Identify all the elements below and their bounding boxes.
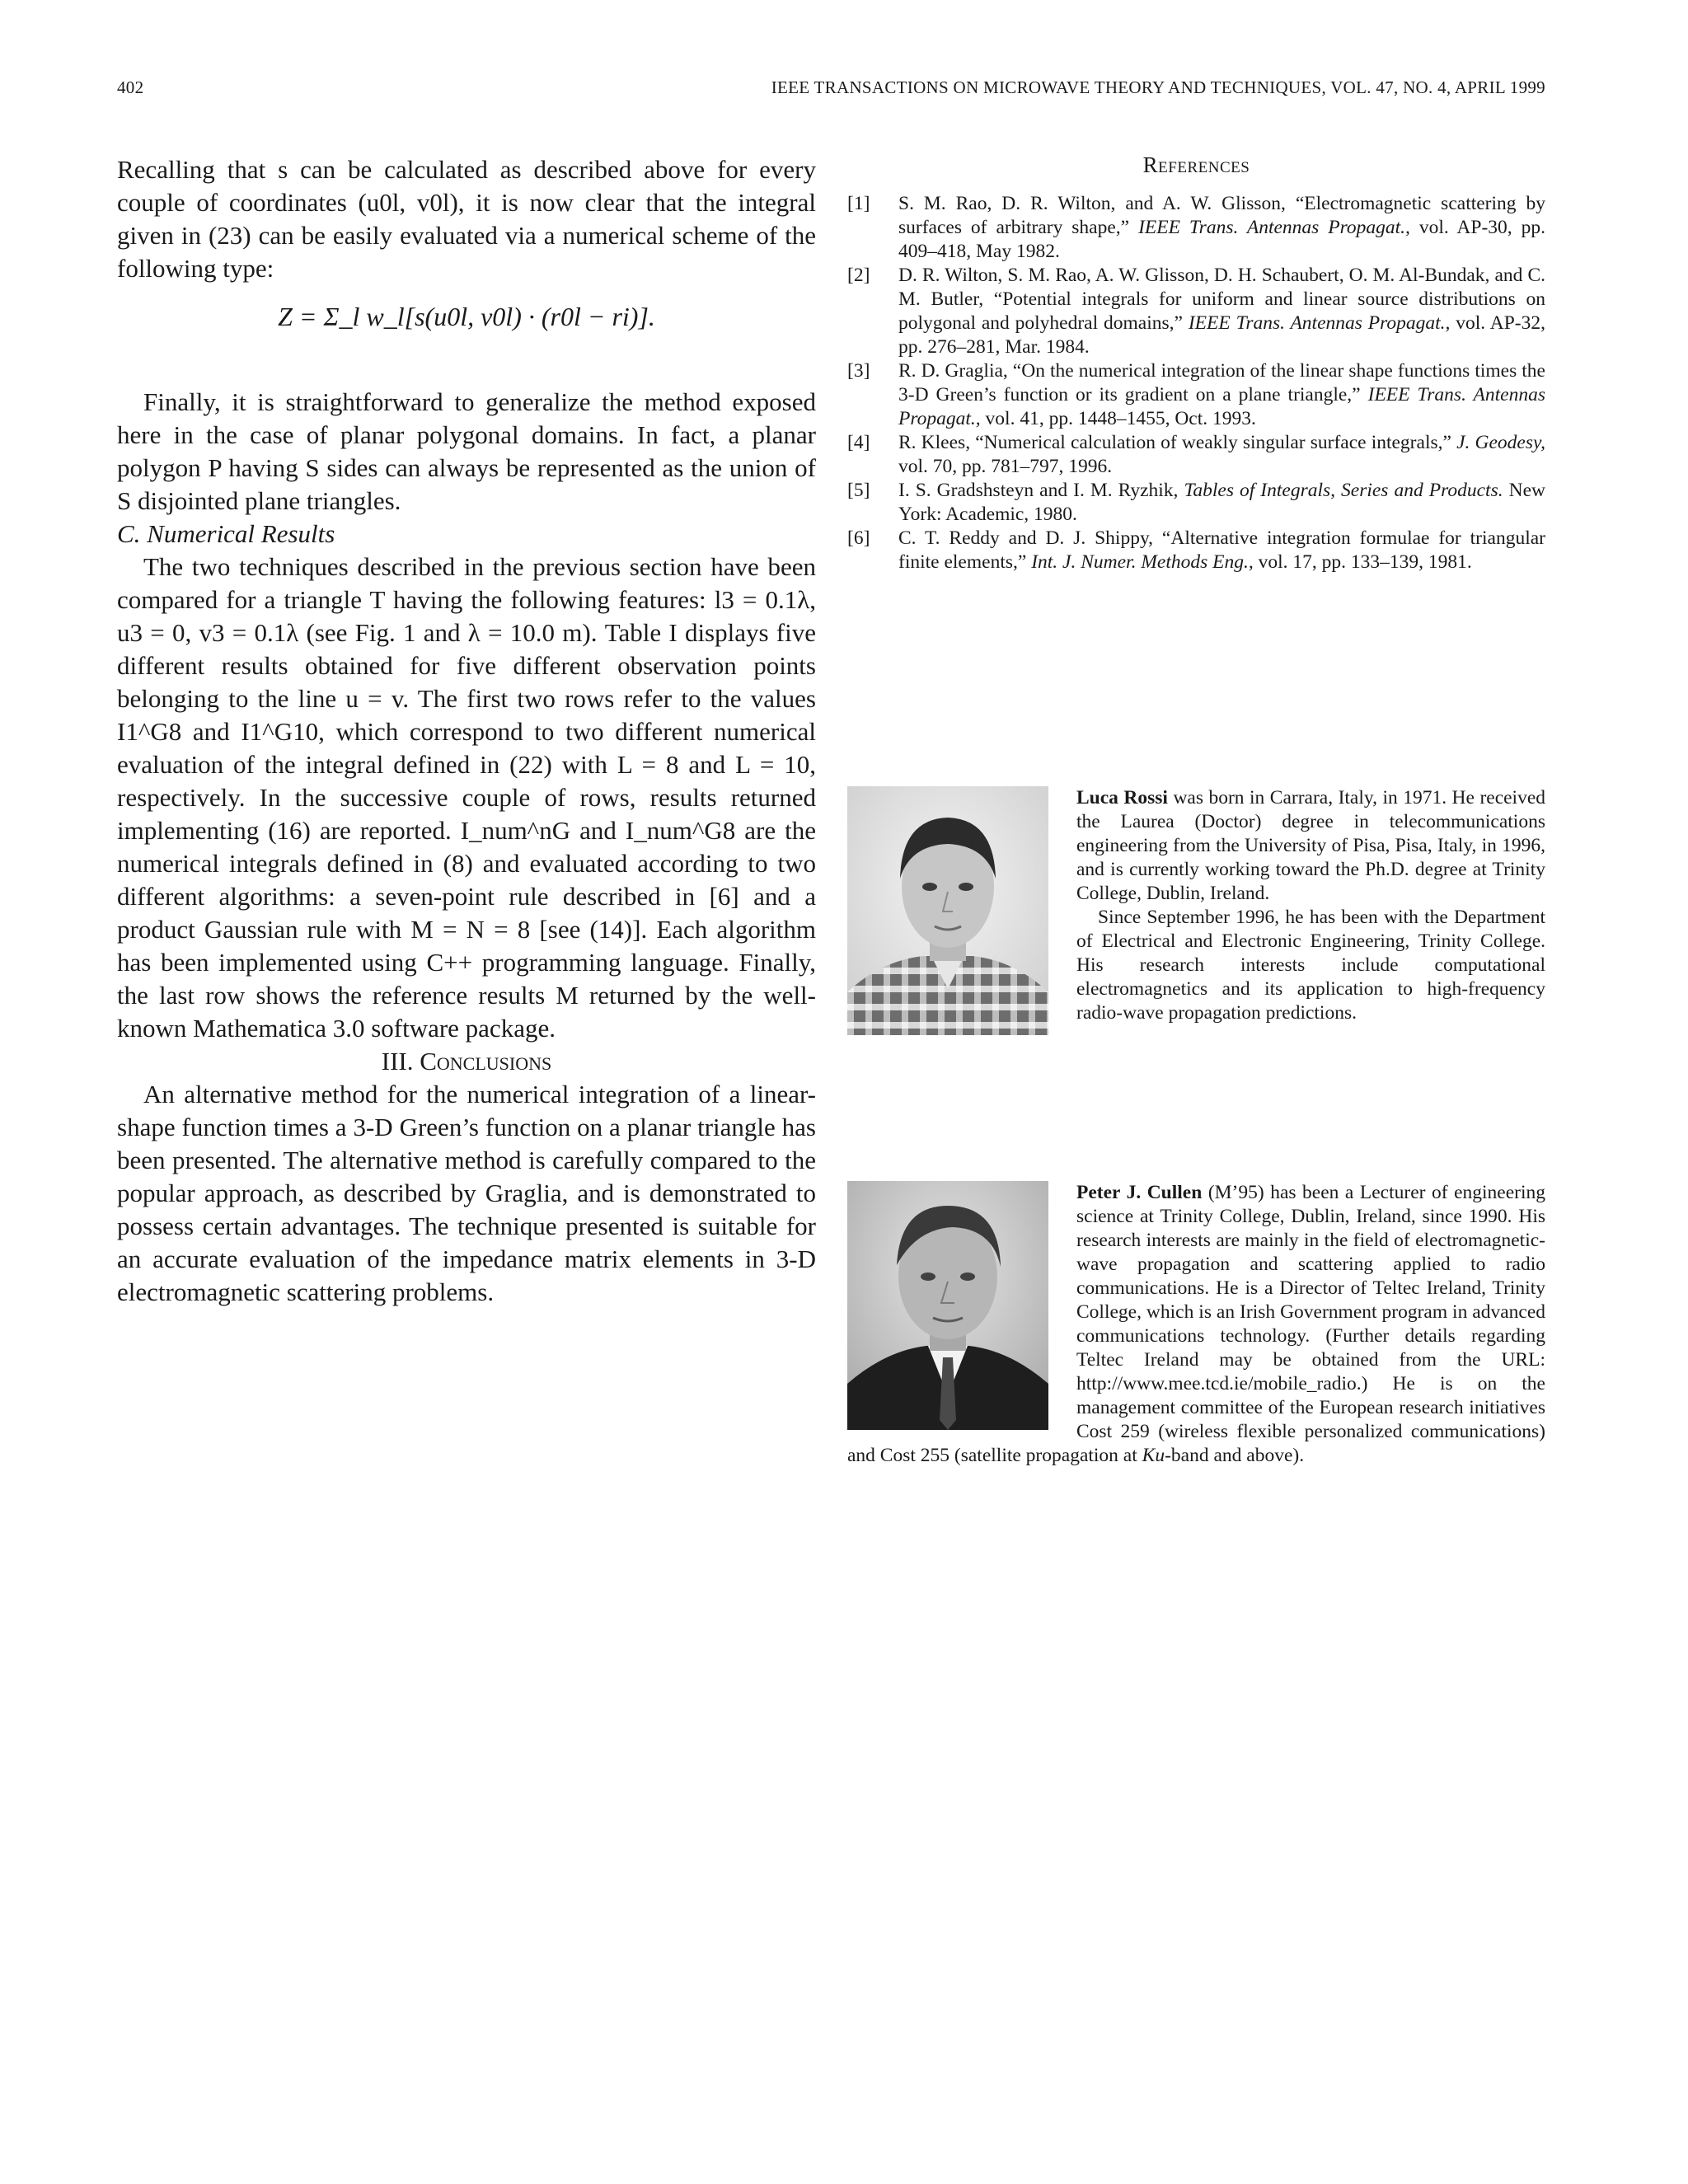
- reference-item: [847, 479, 1545, 527]
- section-heading-numerical-results: C. Numerical Results: [117, 519, 335, 548]
- section-heading-conclusions: III. Conclusions: [381, 1047, 552, 1076]
- portrait-photo-peter-cullen: [847, 1181, 1048, 1430]
- reference-text: D. R. Wilton, S. M. Rao, A. W. Glisson, D. H. Schaubert, O. M. Al-Bundak, and C. M. Butler, “Potential integrals for uniform and linear source distributions on polygonal and polyhedral domains,”: [898, 265, 1545, 334]
- reference-details: vol. AP-32, pp. 276–281, Mar. 1984.: [898, 312, 1545, 358]
- portrait-photo-luca-rossi: [847, 786, 1048, 1035]
- reference-item: [847, 264, 1545, 359]
- reference-item: [847, 359, 1545, 431]
- bio-rossi-text: was born in Carrara, Italy, in 1971. He received the Laurea (Doctor) degree in telecommunications engineering from the University of Pisa, Pisa, Italy, in 1996, and is currently working toward the Ph.D. degree at Trinity College, Dublin, Ireland.: [1076, 787, 1546, 904]
- reference-item: [847, 527, 1545, 574]
- bio-name-cullen: Peter J. Cullen: [1076, 1182, 1203, 1203]
- references-title: References: [1142, 152, 1250, 177]
- reference-venue: Tables of Integrals, Series and Products.: [1184, 480, 1503, 501]
- bio-rossi-text-2: Since September 1996, he has been with the Department of Electrical and Electronic Engineering, Trinity College. His research interests include computational electromagnetics and its application to high-frequency radio-wave propagation predictions.: [1076, 907, 1545, 1024]
- left-column: [117, 153, 816, 1309]
- page-number: 402: [117, 77, 144, 97]
- paragraph-polygon: Finally, it is straightforward to generalize the method exposed here in the case of planar polygonal domains. In fact, a planar polygon P having S sides can always be represented as the union of S disjointed plane triangles.: [117, 387, 816, 515]
- reference-text: I. S. Gradshsteyn and I. M. Ryzhik,: [898, 480, 1184, 501]
- bio-cullen-text: (M’95) has been a Lecturer of engineering science at Trinity College, Dublin, Ireland, since 1990. His research interests are mainly in the field of electromagnetic-wave propagation and scattering applied to radio communications. He is a Director of Teltec Ireland, Trinity College, which is an Irish Government program in advanced communications technology. (Further details regarding Teltec Ireland may be obtained from the URL: http://www.mee.tcd.ie/mobile_radio.) He is on the management committee of the European research initiatives Cost 259 (wireless flexible personalized communications) and Cost 255 (satellite propagation at: [847, 1182, 1545, 1466]
- reference-venue: IEEE Trans. Antennas Propagat.,: [898, 384, 1545, 429]
- reference-venue: IEEE Trans. Antennas Propagat.,: [1188, 312, 1451, 334]
- paragraph-numerical-results: The two techniques described in the previous section have been compared for a triangle T having the following features: l3 = 0.1λ, u3 = 0, v3 = 0.1λ (see Fig. 1 and λ = 10.0 m). Table I displays five different results obtained for five different observation points belonging to the line u = v. The first two rows refer to the values I1^G8 and I1^G10, which correspond to two different numerical evaluation of the integral defined in (22) with L = 8 and L = 10, respectively. In the successive couple of rows, results returned implementing (16) are reported. I_num^nG and I_num^G8 are the numerical integrals defined in (8) and evaluated according to two different algorithms: a seven-point rule described in [6] and a product Gaussian rule with M = N = 8 [see (14)]. Each algorithm has been implemented using C++ programming language. Finally, the last row shows the reference results M returned by the well-known Mathematica 3.0 software package.: [117, 552, 816, 1043]
- reference-number: [3]: [847, 360, 870, 382]
- reference-text: R. D. Graglia, “On the numerical integration of the linear shape functions times the 3-D Green’s function or its gradient on a plane triangle,”: [898, 360, 1545, 405]
- reference-venue: IEEE Trans. Antennas Propagat.,: [1138, 217, 1410, 238]
- reference-text: R. Klees, “Numerical calculation of weakly singular surface integrals,”: [898, 432, 1457, 453]
- reference-text: C. T. Reddy and D. J. Shippy, “Alternative integration formulae for triangular finite elements,”: [898, 527, 1545, 573]
- bio-name-rossi: Luca Rossi: [1076, 787, 1168, 808]
- reference-number: [5]: [847, 480, 870, 501]
- running-head: [117, 77, 1545, 98]
- reference-item: [847, 431, 1545, 479]
- reference-list: [847, 192, 1545, 574]
- reference-number: [2]: [847, 265, 870, 286]
- reference-text: S. M. Rao, D. R. Wilton, and A. W. Glisson, “Electromagnetic scattering by surfaces of arbitrary shape,”: [898, 193, 1545, 238]
- reference-details: New York: Academic, 1980.: [898, 480, 1545, 525]
- reference-number: [6]: [847, 527, 870, 549]
- reference-venue: J. Geodesy,: [1456, 432, 1545, 453]
- reference-details: vol. 41, pp. 1448–1455, Oct. 1993.: [980, 408, 1256, 429]
- bio-cullen-text-end: -band and above).: [1165, 1445, 1305, 1466]
- bio-cullen-band: Ku: [1142, 1445, 1165, 1466]
- reference-details: vol. AP-30, pp. 409–418, May 1982.: [898, 217, 1545, 262]
- references-section: [847, 153, 1545, 574]
- reference-number: [4]: [847, 432, 870, 453]
- bio-luca-rossi: [847, 786, 1545, 1038]
- equation-z: Z = Σ_l w_l[s(u0l, v0l) · (r0l − ri)].: [278, 302, 655, 331]
- reference-item: [847, 192, 1545, 264]
- reference-venue: Int. J. Numer. Methods Eng.,: [1031, 551, 1254, 573]
- bio-peter-cullen: [847, 1181, 1545, 1468]
- reference-details: vol. 70, pp. 781–797, 1996.: [898, 456, 1113, 477]
- paragraph-recall: Recalling that s can be calculated as described above for every couple of coordinates (u0l, v0l), it is now clear that the integral given in (23) can be easily evaluated via a numerical scheme of the following type:: [117, 155, 816, 283]
- reference-details: vol. 17, pp. 133–139, 1981.: [1253, 551, 1472, 573]
- reference-number: [1]: [847, 193, 870, 214]
- journal-header: IEEE TRANSACTIONS ON MICROWAVE THEORY AND TECHNIQUES, VOL. 47, NO. 4, APRIL 1999: [771, 77, 1545, 97]
- paragraph-conclusions: An alternative method for the numerical integration of a linear-shape function times a 3-D Green’s function on a planar triangle has been presented. The alternative method is carefully compared to the popular approach, as described by Graglia, and is demonstrated to possess certain advantages. The technique presented is suitable for an accurate evaluation of the impedance matrix elements in 3-D electromagnetic scattering problems.: [117, 1080, 816, 1306]
